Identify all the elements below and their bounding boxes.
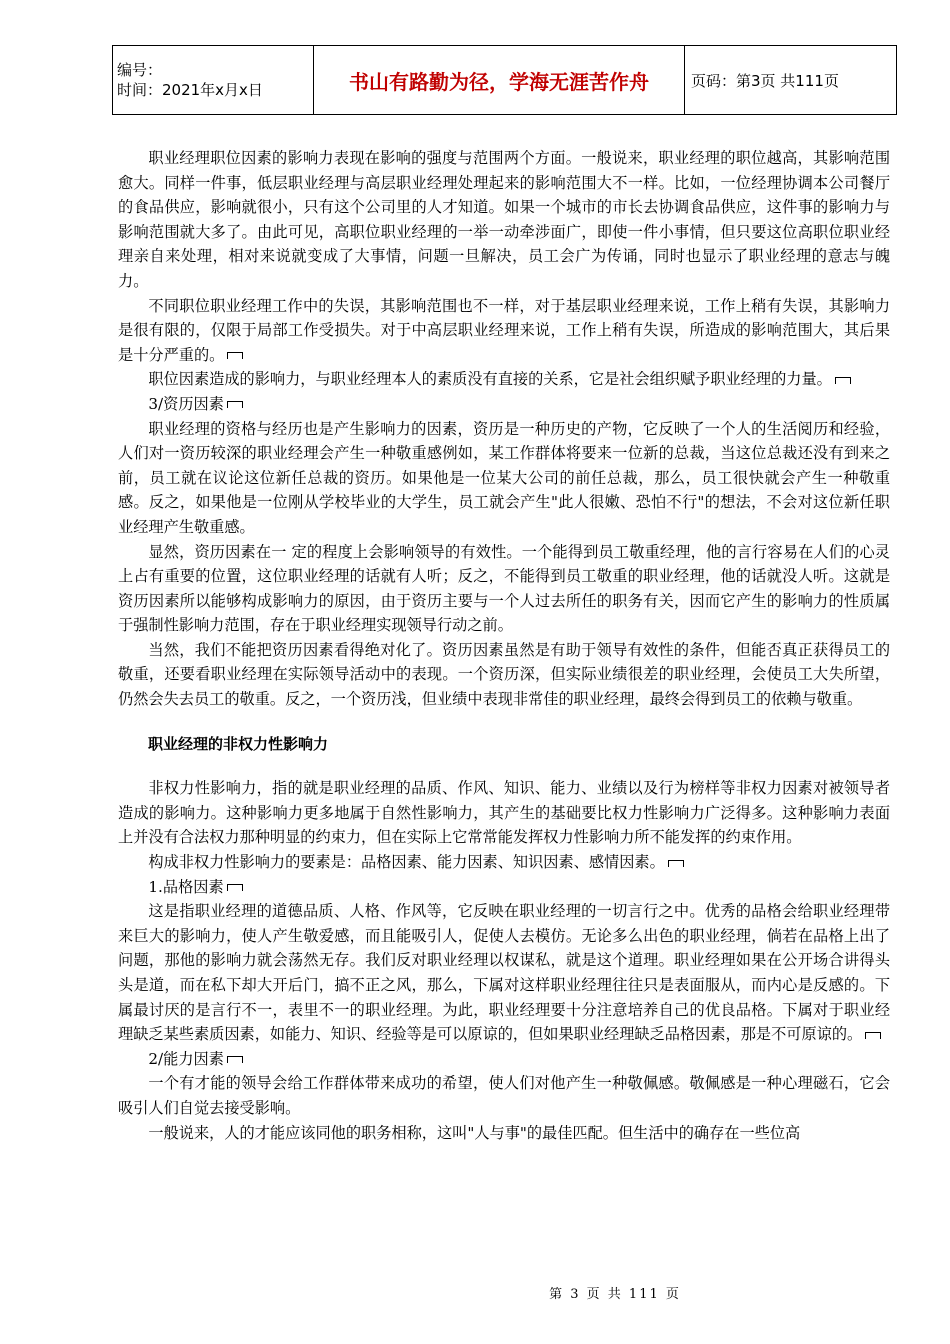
paragraph-mark-icon <box>227 884 243 891</box>
time-label: 时间：2021年x月x日 <box>117 81 263 99</box>
subsection-title: 2∕能力因素 <box>118 1047 890 1072</box>
paragraph: 显然，资历因素在一 定的程度上会影响领导的有效性。一个能得到员工敬重经理，他的言行容易在人们的心灵上占有重要的位置，这位职业经理的话就有人听；反之，不能得到员工敬重的职业经理，他的话就没人听。这就是资历因素所以能够构成影响力的原因，由于资历主要与一个人过去所任的职务有关，因而它产生的影响力的性质属于强制性影响力范围，存在于职业经理实现领导行动之前。 <box>118 542 890 635</box>
paragraph: 职业经理职位因素的影响力表现在影响的强度与范围两个方面。一般说来，职业经理的职位越高，其影响范围愈大。同样一件事，低层职业经理与高层职业经理处理起来的影响范围大不一样。比如，一位经理协调本公司餐厅的食品供应，影响就很小，只有这个公司里的人才知道。如果一个城市的市长去协调食品供应，这件事的影响力与影响范围就大多了。由此可见，高职位职业经理的一举一动牵涉面广，即使一件小事情，但只要这位高职位职业经理亲自来处理，相对来说就变成了大事情，问题一旦解决，员工会广为传诵，同时也显示了职业经理的意志与魄力。 <box>118 149 890 290</box>
subsection-title: 1.品格因素 <box>118 875 890 900</box>
paragraph-mark-icon <box>227 401 243 408</box>
paragraph: 不同职位职业经理工作中的失误，其影响范围也不一样，对于基层职业经理来说，工作上稍有失误，其影响力是很有限的，仅限于局部工作受损失。对于中高层职业经理来说，工作上稍有失误，所造成的影响范围大，其后果是十分严重的。 <box>118 296 890 364</box>
footer-page-number: 第 3 页 共 111 页 <box>549 1287 681 1302</box>
paragraph-mark-icon <box>227 352 243 359</box>
paragraph-mark-icon <box>865 1032 881 1039</box>
document-body <box>118 146 890 1145</box>
paragraph-mark-icon <box>835 377 851 384</box>
paragraph: 职业经理的资格与经历也是产生影响力的因素，资历是一种历史的产物，它反映了一个人的生活阅历和经验，人们对一资历较深的职业经理会产生一种敬重感例如，某工作群体将要来一位新的总裁，当这位总裁还没有到来之前，员工就在议论这位新任总裁的资历。如果他是一位某大公司的前任总裁，那么，员工很快就会产生一种敬重感。反之，如果他是一位刚从学校毕业的大学生，员工就会产生"此人很嫩、恐怕不行"的想法，不会对这位新任职业经理产生敬重感。 <box>118 419 890 536</box>
header-page-info: 页码：第3页 共111页 <box>685 46 897 115</box>
serial-label: 编号： <box>117 61 163 79</box>
paragraph: 构成非权力性影响力的要素是：品格因素、能力因素、知识因素、感情因素。 <box>118 850 890 875</box>
paragraph: 一个有才能的领导会给工作群体带来成功的希望，使人们对他产生一种敬佩感。敬佩感是一种心理磁石，它会吸引人们自觉去接受影响。 <box>118 1074 890 1117</box>
paragraph-mark-icon <box>668 860 684 867</box>
document-header <box>112 45 897 115</box>
paragraph: 职位因素造成的影响力，与职业经理本人的素质没有直接的关系，它是社会组织赋予职业经理的力量。 <box>118 367 890 392</box>
paragraph: 非权力性影响力，指的就是职业经理的品质、作风、知识、能力、业绩以及行为榜样等非权力因素对被领导者造成的影响力。这种影响力更多地属于自然性影响力，其产生的基础要比权力性影响力广泛得多。这种影响力表面上并没有合法权力那种明显的约束力，但在实际上它常常能发挥权力性影响力所不能发挥的约束作用。 <box>118 779 890 847</box>
section-heading: 职业经理的非权力性影响力 <box>148 734 329 753</box>
page-footer <box>0 1283 950 1302</box>
paragraph-mark-icon <box>227 1056 243 1063</box>
paragraph: 这是指职业经理的道德品质、人格、作风等，它反映在职业经理的一切言行之中。优秀的品格会给职业经理带来巨大的影响力，使人产生敬爱感，而且能吸引人，促使人去模仿。无论多么出色的职业经理，倘若在品格上出了问题，那他的影响力就会荡然无存。我们反对职业经理以权谋私，就是这个道理。职业经理如果在公开场合讲得头头是道，而在私下却大开后门，搞不正之风，那么，下属对这样职业经理往往只是表面服从，而内心是反感的。下属最讨厌的是言行不一，表里不一的职业经理。为此，职业经理要十分注意培养自己的优良品格。下属对于职业经理缺乏某些素质因素，如能力、知识、经验等是可以原谅的，但如果职业经理缺乏品格因素，那是不可原谅的。 <box>118 902 890 1044</box>
paragraph: 一般说来，人的才能应该同他的职务相称，这叫"人与事"的最佳匹配。但生活中的确存在一些位高 <box>148 1123 801 1142</box>
paragraph: 当然，我们不能把资历因素看得绝对化了。资历因素虽然是有助于领导有效性的条件，但能否真正获得员工的敬重，还要看职业经理在实际领导活动中的表现。一个资历深，但实际业绩很差的职业经理，会使员工大失所望，仍然会失去员工的敬重。反之，一个资历浅，但业绩中表现非常佳的职业经理，最终会得到员工的依赖与敬重。 <box>118 640 890 709</box>
header-motto: 书山有路勤为径，学海无涯苦作舟 <box>314 46 685 115</box>
header-meta-cell <box>113 46 314 115</box>
subsection-title: 3∕资历因素 <box>118 392 890 417</box>
